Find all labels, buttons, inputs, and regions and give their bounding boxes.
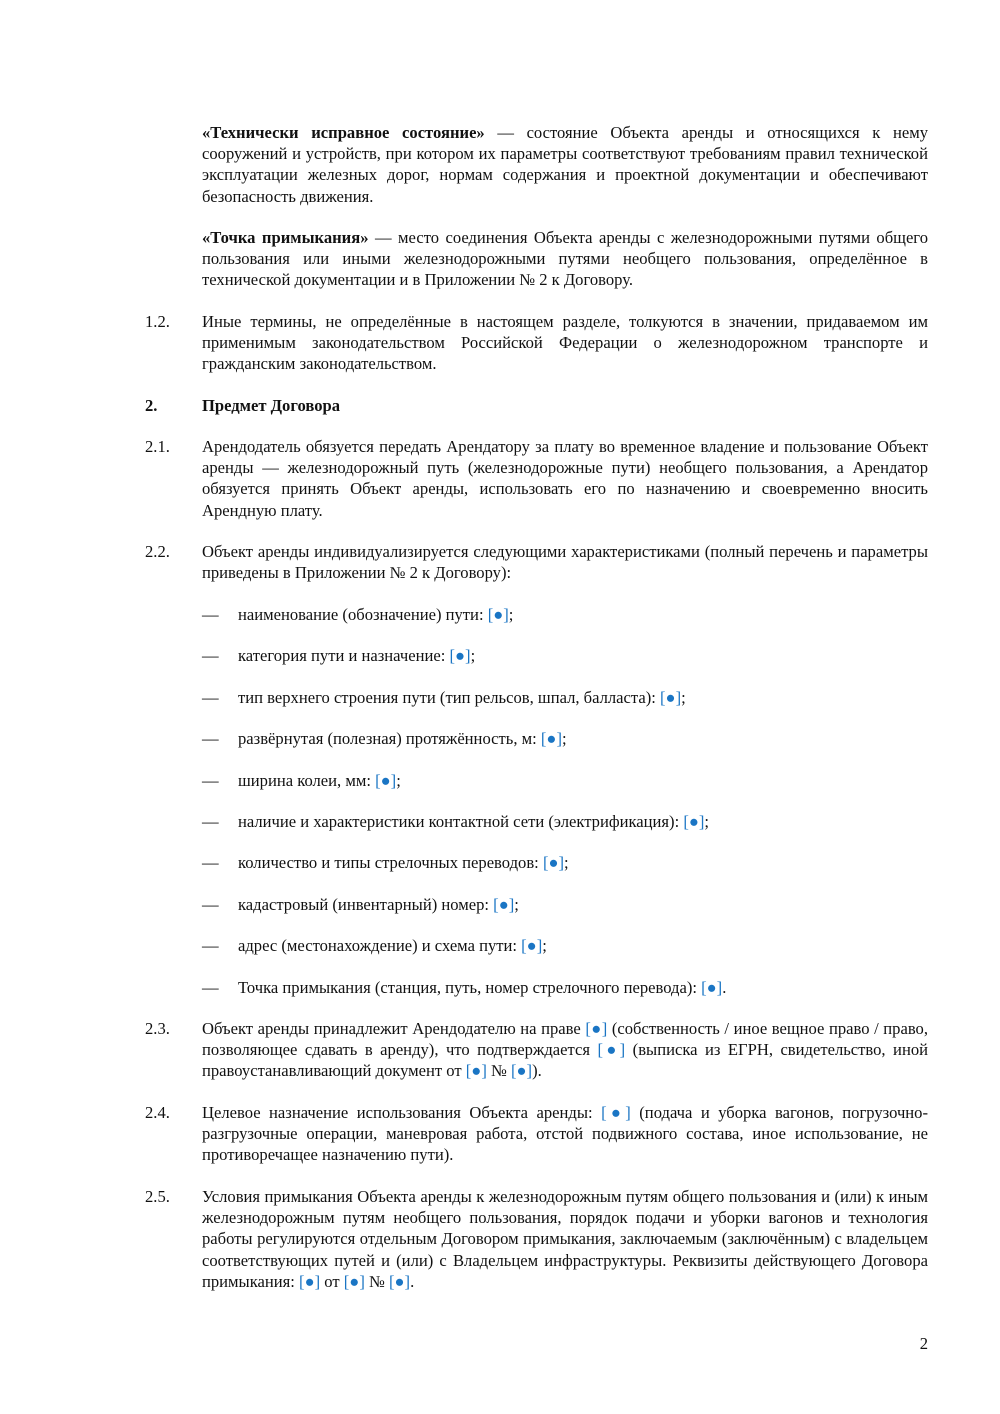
list-item-end: ; xyxy=(514,895,519,914)
dash-marker: — xyxy=(202,853,219,872)
defined-term: «Технически исправное состояние» xyxy=(202,123,485,142)
placeholder-marker: [●] xyxy=(542,853,565,872)
list-item-label: Точка примыкания (станция, путь, номер стрелочного перевода): xyxy=(238,978,702,997)
dash-marker: — xyxy=(202,729,219,748)
placeholder-marker: [●] xyxy=(601,1103,631,1122)
placeholder-marker: [●] xyxy=(343,1271,365,1291)
section-title: Предмет Договора xyxy=(202,396,341,415)
clause-2-2-text: Объект аренды индивидуализируется следующими характеристиками (полный перечень и параметры приведены в Приложении № 2 к Договору): xyxy=(202,542,928,583)
clause-number: 1.2. xyxy=(145,312,170,331)
clause-2-1-text: Арендодатель обязуется передать Арендатору за плату во временное владение и пользование Объект аренды — железнодорожный путь (железнодорожные пути) необщего пользования, а Арендатор обязуется принять Объект аренды, использовать его по назначению и своевременно вносить Арендную плату. xyxy=(202,437,928,520)
list-item-end: ; xyxy=(681,688,686,707)
placeholder-marker: [●] xyxy=(585,1019,608,1038)
placeholder-marker: [●] xyxy=(701,978,723,997)
list-item-label: развёрнутая (полезная) протяжённость, м: xyxy=(238,729,541,748)
list-item-end: . xyxy=(722,978,727,997)
list-item-label: количество и типы стрелочных переводов: xyxy=(238,853,543,872)
list-item-label: тип верхнего строения пути (тип рельсов, шпал, балласта): xyxy=(238,688,661,707)
placeholder-marker: [●] xyxy=(660,688,682,707)
dash-marker: — xyxy=(202,895,219,914)
placeholder-marker: [●] xyxy=(299,1271,321,1291)
placeholder-marker: [●] xyxy=(597,1040,626,1060)
placeholder-marker: [●] xyxy=(683,812,705,831)
section-number: 2. xyxy=(145,396,158,415)
placeholder-marker: [●] xyxy=(521,936,543,955)
definition-technical-condition xyxy=(202,122,928,207)
clause-2-3-text: Объект аренды принадлежит Арендодателю на праве [●] (собственность / иное вещное право / право, позволяющее сдавать в аренду), что подтверждается [●] (выписка из ЕГРН, свидетельство, иной правоустанавливающий документ от [●] № [●]). xyxy=(202,1019,928,1081)
placeholder-marker: [●] xyxy=(375,771,397,790)
clause-2-5-text: Условия примыкания Объекта аренды к железнодорожным путям общего пользования и (или) к иным железнодорожным путям необщего пользования, порядок подачи и уборки вагонов и технология работы регулируются отдельным Договором примыкания, заключаемым (заключённым) с владельцем соответствующих путей и (или) с Владельцем инфраструктуры. Реквизиты действующего Договора примыкания: [●] от [●] № [●]. xyxy=(202,1187,928,1291)
list-item-label: ширина колеи, мм: xyxy=(238,771,376,790)
clause-1-2-text: Иные термины, не определённые в настоящем разделе, толкуются в значении, придаваемом им применимым законодательством Российской Федерации о железнодорожном транспорте и гражданским законодательством. xyxy=(202,312,928,374)
definition-text: — место соединения Объекта аренды с железнодорожными путями общего пользования или иными железнодорожными путями необщего пользования, определённое в технической документации и в Приложении № 2 к Договору. xyxy=(202,228,928,290)
list-item-end: ; xyxy=(564,853,569,872)
list-item-end: ; xyxy=(470,646,476,665)
list-item-end: ; xyxy=(542,936,547,955)
clause-2-4-text: Целевое назначение использования Объекта аренды: [●] (подача и уборка вагонов, погрузочно-разгрузочные операции, маневровая работа, отстой подвижного состава, иное использование, не противоречащее назначению пути). xyxy=(202,1103,928,1165)
clause-number: 2.2. xyxy=(145,542,170,561)
clause-number: 2.4. xyxy=(145,1103,170,1122)
list-item-end: ; xyxy=(704,812,710,831)
dash-marker: — xyxy=(202,646,219,665)
placeholder-marker: [●] xyxy=(465,1061,487,1081)
placeholder-marker: [●] xyxy=(540,729,562,748)
placeholder-marker: [●] xyxy=(510,1061,533,1081)
dash-marker: — xyxy=(202,688,219,707)
list-item-end: ; xyxy=(561,729,567,748)
list-item-label: наименование (обозначение) пути: xyxy=(238,605,488,624)
dash-marker: — xyxy=(202,978,219,997)
clause-number: 2.3. xyxy=(145,1019,170,1038)
list-item-label: адрес (местонахождение) и схема пути: xyxy=(238,936,522,955)
clause-number: 2.1. xyxy=(145,437,170,456)
placeholder-marker: [●] xyxy=(449,646,471,665)
placeholder-marker: [●] xyxy=(388,1271,411,1291)
list-item-label: кадастровый (инвентарный) номер: xyxy=(238,895,494,914)
list-item-end: ; xyxy=(508,605,514,624)
dash-marker: — xyxy=(202,771,219,790)
list-item-end: ; xyxy=(396,771,401,790)
defined-term: «Точка примыкания» xyxy=(202,228,369,247)
dash-marker: — xyxy=(202,605,219,624)
dash-marker: — xyxy=(202,936,219,955)
placeholder-marker: [●] xyxy=(493,895,515,914)
list-item-label: наличие и характеристики контактной сети (электрификация): xyxy=(238,812,684,831)
dash-marker: — xyxy=(202,812,219,831)
placeholder-marker: [●] xyxy=(487,605,509,624)
list-item-label: категория пути и назначение: xyxy=(238,646,450,665)
definition-text: — состояние Объекта аренды и относящихся к нему сооружений и устройств, при котором их параметры соответствуют требованиям правил технической эксплуатации железных дорог, нормам содержания и проектной документации и обеспечивают безопасность движения. xyxy=(202,123,928,206)
clause-number: 2.5. xyxy=(145,1187,170,1206)
page-number: 2 xyxy=(919,1334,928,1353)
definition-junction-point xyxy=(202,227,928,291)
